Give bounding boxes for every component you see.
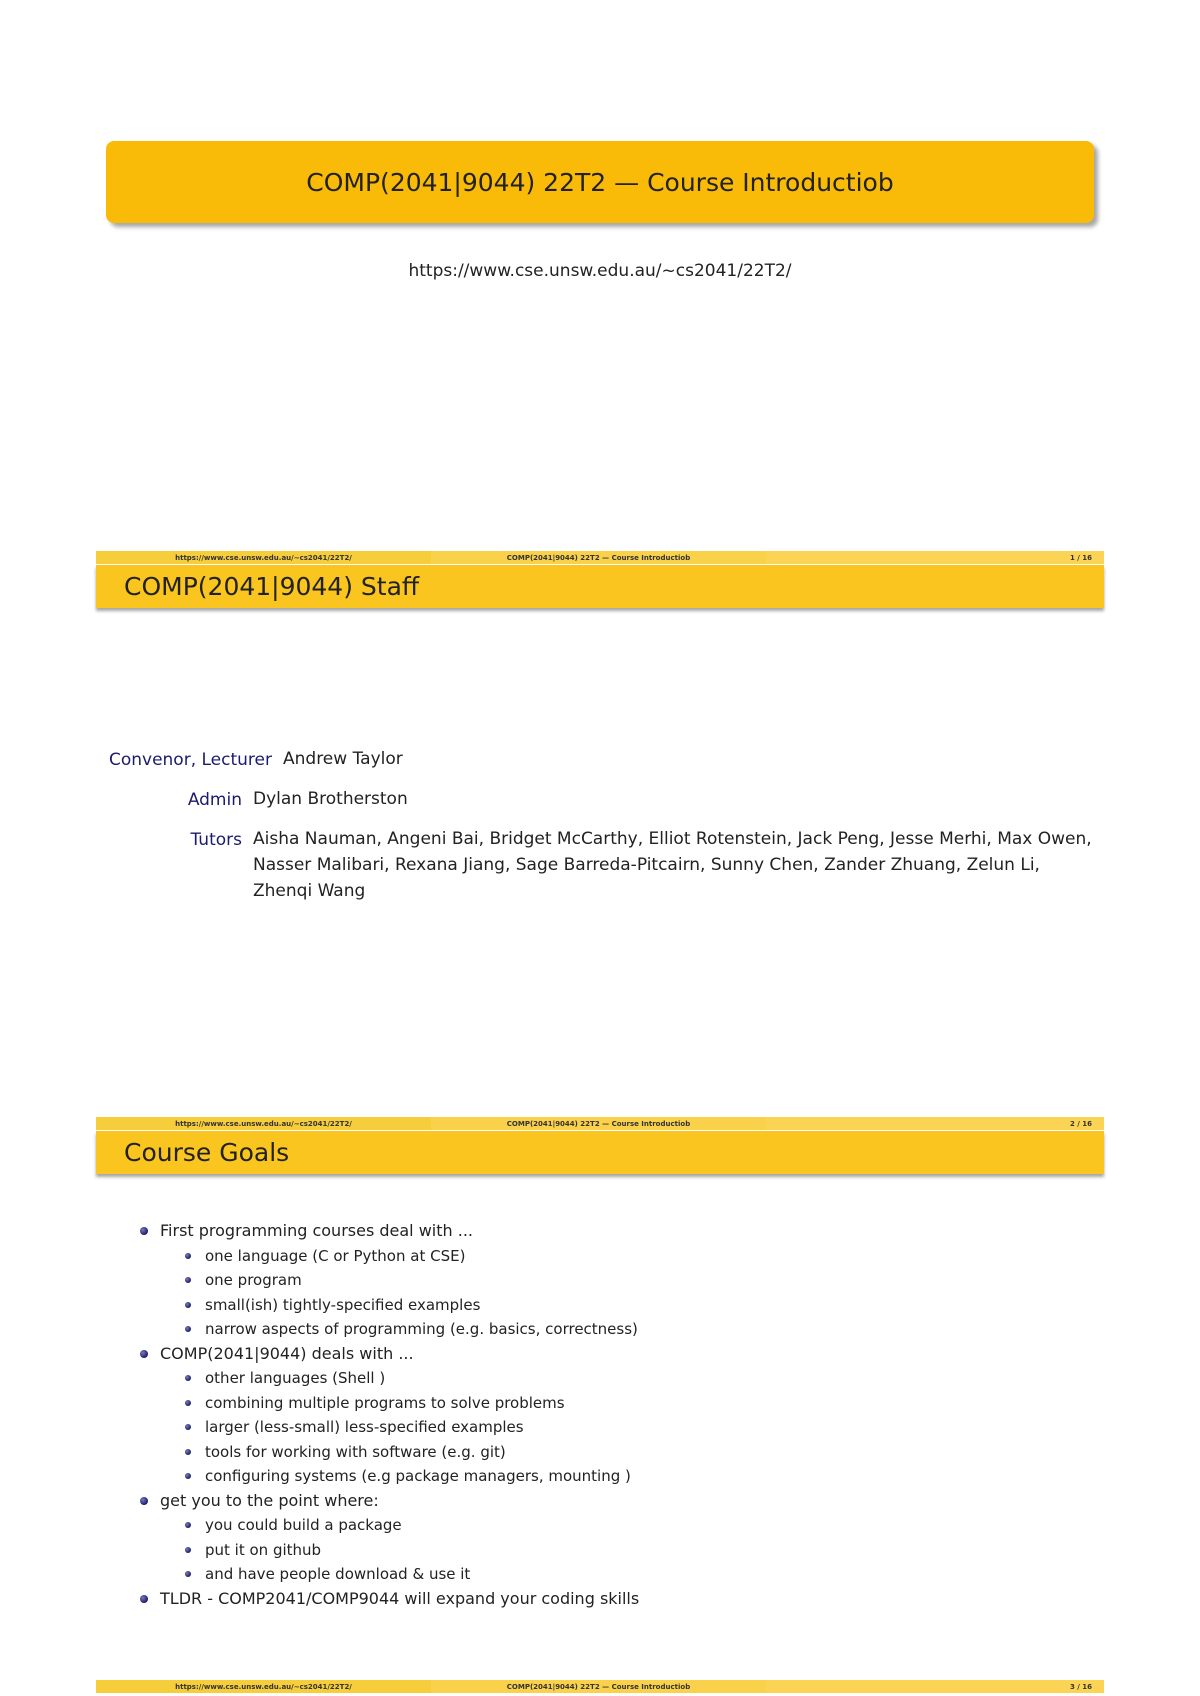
slide1-url[interactable]: https://www.cse.unsw.edu.au/~cs2041/22T2/ xyxy=(408,261,792,281)
sub-list-item-text: put it on github xyxy=(205,1540,322,1559)
sub-list-item-text: and have people download & use it xyxy=(205,1565,471,1583)
staff-value: Andrew Taylor xyxy=(283,749,403,769)
bullet-icon xyxy=(185,1547,191,1553)
sub-list-item xyxy=(138,1268,1098,1293)
sub-list-item xyxy=(138,1391,1098,1416)
sub-list-item xyxy=(138,1562,1098,1587)
bullet-icon xyxy=(185,1253,191,1259)
sub-list-item-text: combining multiple programs to solve problems xyxy=(205,1393,565,1412)
slide2-title: COMP(2041|9044) Staff xyxy=(124,572,420,601)
bullet-icon xyxy=(185,1473,191,1479)
sub-list-item xyxy=(138,1317,1098,1342)
sub-list-item-text: larger (less-small) less-specified examples xyxy=(205,1418,524,1436)
sub-list-item-text: small(ish) tightly-specified examples xyxy=(205,1295,481,1314)
sub-list-item xyxy=(138,1440,1098,1465)
footline-title: COMP(2041|9044) 22T2 — Course Introductiob xyxy=(431,551,766,564)
list-item xyxy=(138,1219,1098,1244)
staff-value: Dylan Brotherston xyxy=(253,789,408,809)
bullet-icon xyxy=(140,1350,148,1358)
list-item xyxy=(138,1489,1098,1514)
footline-url: https://www.cse.unsw.edu.au/~cs2041/22T2/ xyxy=(96,551,431,564)
footline-url: https://www.cse.unsw.edu.au/~cs2041/22T2/ xyxy=(96,1680,431,1693)
bullet-icon xyxy=(185,1571,191,1577)
bullet-icon xyxy=(185,1400,191,1406)
footline-page: 3 / 16 xyxy=(766,1680,1104,1693)
sub-list-item-text: other languages (Shell ) xyxy=(205,1369,386,1387)
list-item xyxy=(138,1342,1098,1367)
bullet-icon xyxy=(185,1522,191,1528)
sub-list-item-text: you could build a package xyxy=(205,1516,402,1534)
footline xyxy=(96,1117,1104,1130)
sub-list-item-text: tools for working with software (e.g. git) xyxy=(205,1442,506,1461)
slide2-frame-title xyxy=(96,565,1104,608)
slide3-title: Course Goals xyxy=(124,1138,290,1167)
bullet-icon xyxy=(185,1277,191,1283)
footline-url: https://www.cse.unsw.edu.au/~cs2041/22T2/ xyxy=(96,1117,431,1130)
sub-list-item xyxy=(138,1538,1098,1563)
list-item-text: First programming courses deal with ... xyxy=(160,1221,473,1240)
staff-value: Aisha Nauman, Angeni Bai, Bridget McCarthy, Elliot Rotenstein, Jack Peng, Jesse Merhi, Max Owen, Nasser Malibari, Rexana Jiang, Sage Barreda-Pitcairn, Sunny Chen, Zander Zhuang, Zelun Li, Zhenqi Wang xyxy=(253,829,1092,901)
sub-list-item xyxy=(138,1464,1098,1489)
list-item-text: COMP(2041|9044) deals with ... xyxy=(160,1343,414,1363)
sub-list-item-text: narrow aspects of programming (e.g. basics, correctness) xyxy=(205,1320,638,1338)
slide1-title-block xyxy=(106,141,1094,223)
goals-list xyxy=(138,1219,1098,1611)
sub-list-item-text: one language (C or Python at CSE) xyxy=(205,1246,466,1265)
bullet-icon xyxy=(185,1375,191,1381)
footline-title: COMP(2041|9044) 22T2 — Course Introductiob xyxy=(431,1680,766,1693)
slide1-title: COMP(2041|9044) 22T2 — Course Introductiob xyxy=(306,167,894,197)
sub-list-item xyxy=(138,1366,1098,1391)
list-item-text: TLDR - COMP2041/COMP9044 will expand your coding skills xyxy=(160,1588,640,1608)
bullet-icon xyxy=(140,1227,148,1235)
sub-list-item xyxy=(138,1244,1098,1269)
sub-list-item-text: configuring systems (e.g package managers, mounting ) xyxy=(205,1467,631,1485)
footline xyxy=(96,1680,1104,1693)
footline-page: 2 / 16 xyxy=(766,1117,1104,1130)
sub-list-item-text: one program xyxy=(205,1271,302,1289)
staff-label: Admin xyxy=(187,790,242,810)
bullet-icon xyxy=(185,1449,191,1455)
sub-list-item xyxy=(138,1513,1098,1538)
footline-title: COMP(2041|9044) 22T2 — Course Introductiob xyxy=(431,1117,766,1130)
bullet-icon xyxy=(185,1424,191,1430)
footline xyxy=(96,551,1104,564)
slide3-frame-title xyxy=(96,1131,1104,1174)
sub-list-item xyxy=(138,1293,1098,1318)
staff-label: Tutors xyxy=(190,830,242,850)
staff-label: Convenor, Lecturer xyxy=(108,750,272,770)
list-item-text: get you to the point where: xyxy=(160,1490,379,1510)
bullet-icon xyxy=(185,1302,191,1308)
bullet-icon xyxy=(140,1497,148,1505)
footline-page: 1 / 16 xyxy=(766,551,1104,564)
sub-list-item xyxy=(138,1415,1098,1440)
bullet-icon xyxy=(185,1326,191,1332)
bullet-icon xyxy=(140,1595,148,1603)
list-item xyxy=(138,1587,1098,1612)
